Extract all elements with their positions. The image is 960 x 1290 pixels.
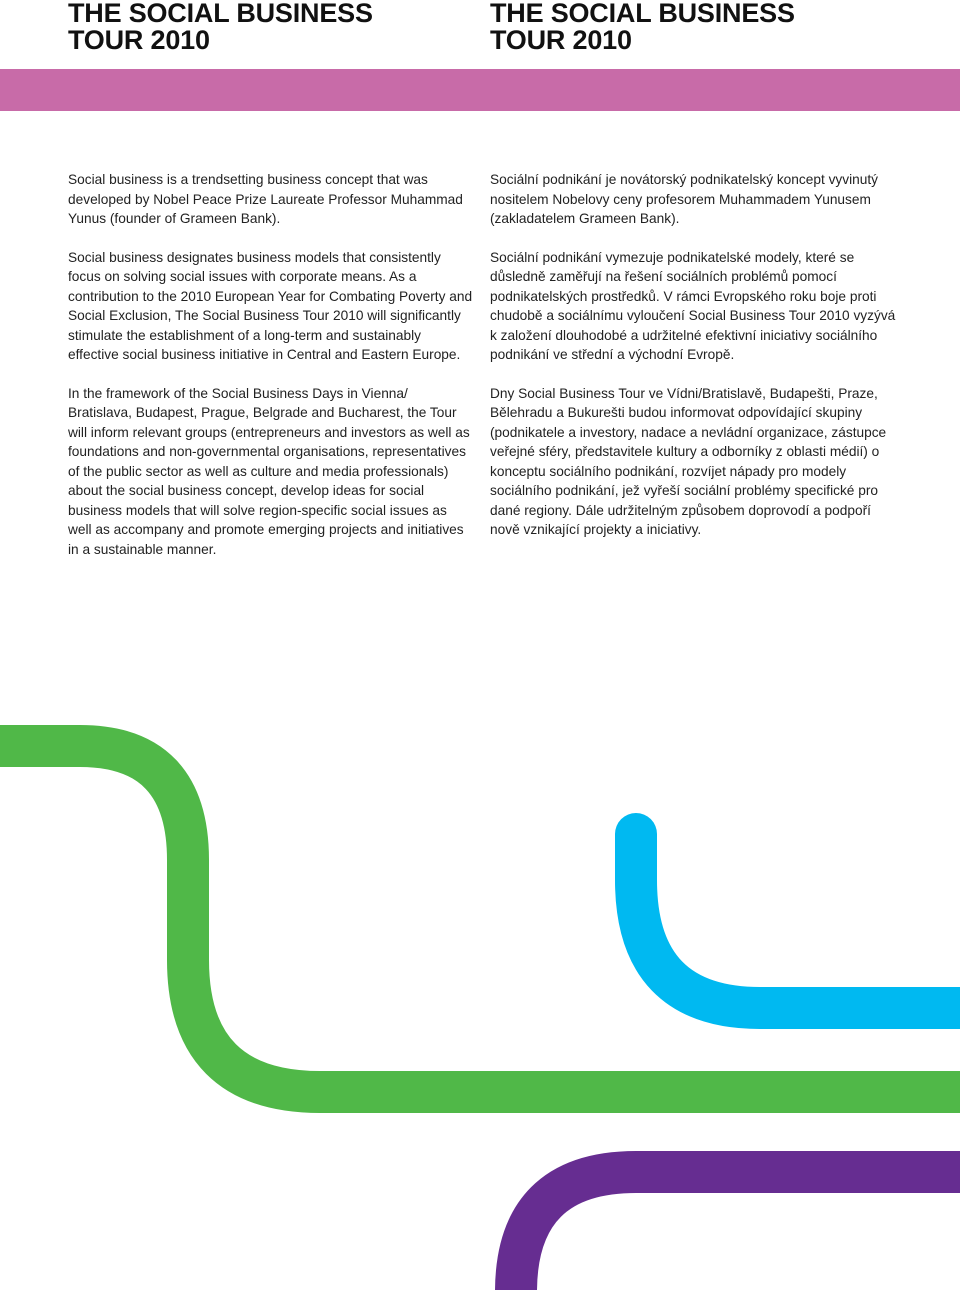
paragraph-models-cs: Sociální podnikání vymezuje podnikatelské modely, které se důsledně zaměřují na řešení sociálních problémů pomocí podnikatelských prostředků. V rámci Evropského roku boje proti chudobě a sociálnímu vyloučení Social Business Tour 2010 vyzývá k založení dlouhodobé a udržitelné efektivní iniciativy sociálního podnikání ve střední a východní Evropě. [490, 249, 896, 362]
paragraph-intro-en: Social business is a trendsetting business concept that was developed by Nobel Peace Prize Laureate Professor Muhammad Yunus (founder of Grameen Bank). [68, 172, 463, 226]
purple-route-line [516, 1172, 960, 1290]
page-title-czech: THE SOCIAL BUSINESS TOUR 2010 [490, 0, 795, 55]
green-route-line [0, 746, 960, 1092]
paragraph-framework-en: In the framework of the Social Business Days in Vienna/ Bratislava, Budapest, Prague, Belgrade and Bucharest, the Tour will inform relevant groups (entrepreneurs and investors as well as foundations and non-governmental organisations, representatives of the public sector as well as culture and media professionals) about the social business concept, develop ideas for social business models that will solve region-specific social issues as well as accompany and promote emerging projects and initiatives in a sustainable manner. [68, 385, 470, 557]
cyan-route-line [636, 834, 960, 1008]
paragraph-intro-cs: Sociální podnikání je novátorský podnikatelský koncept vyvinutý nositelem Nobelovy ceny profesorem Muhammadem Yunusem (zakladatelem Grameen Bank). [490, 172, 879, 226]
paragraph-models-en: Social business designates business models that consistently focus on solving social issues with corporate means. As a contribution to the 2010 European Year for Combating Poverty and Social Exclusion, The Social Business Tour 2010 will significantly stimulate the establishment of a long-term and sustainably effective social business initiative in Central and Eastern Europe. [68, 249, 473, 362]
paragraph-framework-cs: Dny Social Business Tour ve Vídni/Bratislavě, Budapešti, Praze, Bělehradu a Bukurešti budou informovat odpovídající skupiny (podnikatele a investory, nadace a nevládní organizace, zástupce veřejné sféry, představitele kultury a odborníky z oblasti médií) o konceptu sociálního podnikání, rozvíjet nápady pro modely sociálního podnikání, jež vyřeší sociální problémy specifické pro dané regiony. Dále udržitelným způsobem doprovodí a podpoří nově vznikající projekty a iniciativy. [490, 385, 887, 537]
page-title-english: THE SOCIAL BUSINESS TOUR 2010 [68, 0, 373, 55]
